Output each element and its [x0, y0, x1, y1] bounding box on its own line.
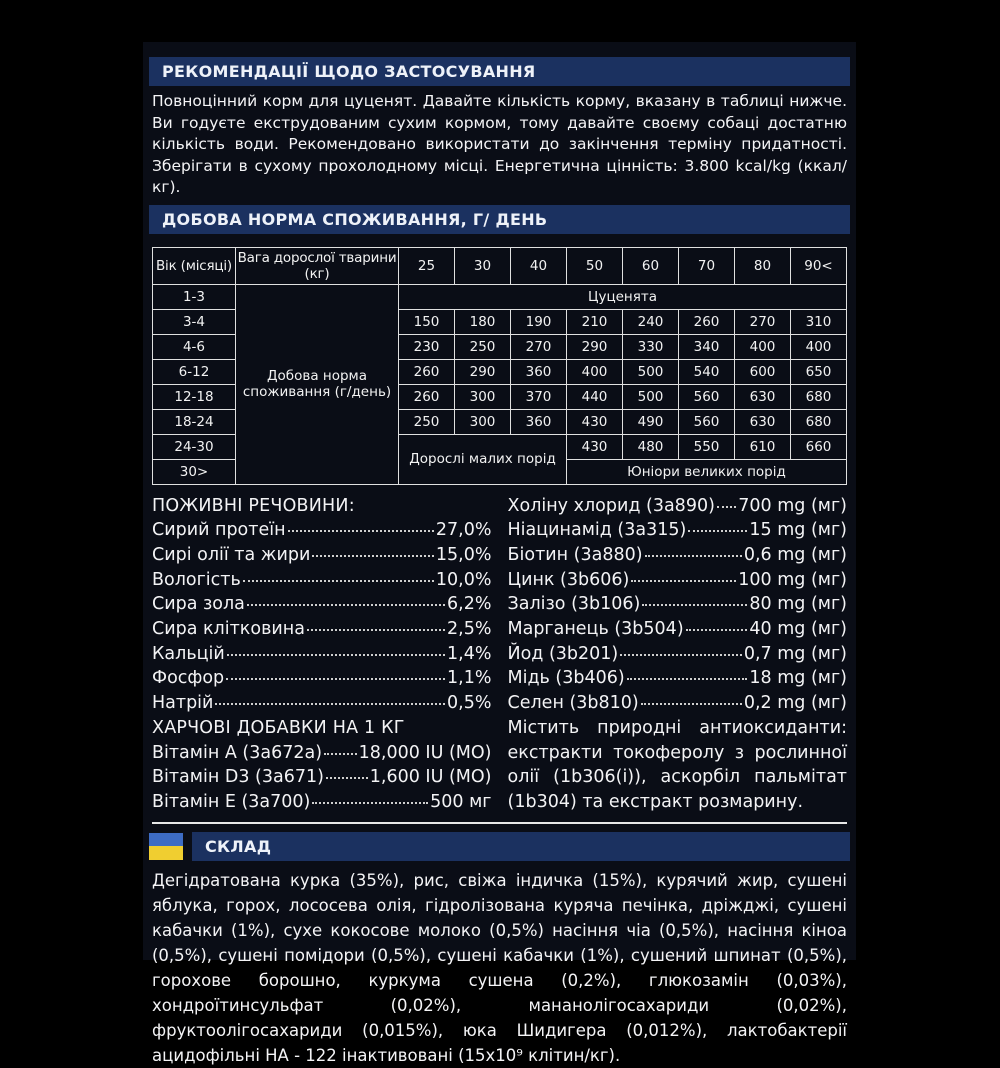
composition-header-row	[149, 832, 850, 861]
nutrient-value: 10,0%	[435, 569, 492, 590]
nutrient-name: Цинк (3b606)	[507, 569, 630, 590]
nutrient-name: Вітамін E (3a700)	[152, 791, 311, 812]
center-label-cell: Добова норма споживання (г/день)	[236, 284, 399, 484]
nutrient-name: Біотин (3a880)	[507, 544, 643, 565]
puppies-cell: Цуценята	[399, 284, 847, 309]
recommendations-header: РЕКОМЕНДАЦІЇ ЩОДО ЗАСТОСУВАННЯ	[149, 57, 850, 86]
amount-cell: 480	[623, 434, 679, 459]
amount-cell: 680	[791, 409, 847, 434]
amount-cell: 540	[679, 359, 735, 384]
nutrients-column	[152, 494, 492, 815]
leader-dots	[631, 580, 736, 582]
amount-cell: 340	[679, 334, 735, 359]
minerals-list	[508, 494, 848, 716]
ingredients-text: Дегідратована курка (35%), рис, свіжа індичка (15%), курячий жир, сушені яблука, горох, лососева олія, гідролізована куряча печінка, дріжджі, сушені кабачки (1%), сухе кокосове молоко (0,5%) насіння чіа (0,5%), насіння кіноа (0,5%), сушені помідори (0,5%), сушені кабачки (1%), сушений шпинат (0,5%), горохове борошно, куркума сушена (0,2%), глюкозамін (0,03%), хондроїтинсульфат (0,02%), мананолігосахариди (0,02%), фруктоолігосахариди (0,015%), юка Шидигера (0,012%), лактобактерії ацидофільні НА - 122 інактивовані (15x10⁹ клітин/кг).	[152, 870, 847, 1065]
amount-cell: 260	[399, 359, 455, 384]
leader-dots	[688, 530, 747, 532]
amount-cell: 550	[679, 434, 735, 459]
nutrient-line	[508, 494, 848, 519]
nutrient-value: 500 мг	[430, 791, 492, 812]
leader-dots	[243, 580, 434, 582]
amount-cell: 150	[399, 309, 455, 334]
amount-cell: 230	[399, 334, 455, 359]
nutrient-line	[152, 765, 492, 790]
nutrient-value: 40 mg (мг)	[749, 619, 847, 640]
additives-list	[152, 741, 492, 815]
nutrient-line	[508, 617, 848, 642]
nutrient-name: Фосфор	[152, 668, 225, 689]
amount-cell: 650	[791, 359, 847, 384]
amount-cell: 240	[623, 309, 679, 334]
nutrient-value: 80 mg (мг)	[749, 594, 847, 615]
leader-dots	[312, 802, 428, 804]
label-panel	[143, 42, 856, 1065]
nutrient-value: 0,7 mg (мг)	[743, 643, 847, 664]
nutrient-line	[508, 666, 848, 691]
table-header-row	[153, 247, 847, 284]
amount-cell: 290	[567, 334, 623, 359]
nutrient-name: Сира зола	[152, 594, 245, 615]
leader-dots	[312, 555, 434, 557]
feeding-header: ДОБОВА НОРМА СПОЖИВАННЯ, Г/ ДЕНЬ	[149, 205, 850, 234]
minerals-column	[508, 494, 848, 815]
nutrient-value: 15 mg (мг)	[749, 520, 847, 541]
amount-cell: 370	[511, 384, 567, 409]
nutrient-name: Вітамін A (3a672a)	[152, 742, 323, 763]
leader-dots	[717, 506, 736, 508]
nutrient-line	[152, 642, 492, 667]
leader-dots	[686, 629, 748, 631]
nutrient-line	[508, 691, 848, 716]
amount-cell: 630	[735, 409, 791, 434]
nutrient-name: Мідь (3b406)	[507, 668, 625, 689]
nutrient-line	[152, 543, 492, 568]
amount-cell: 430	[567, 409, 623, 434]
weight-col-header: 60	[623, 247, 679, 284]
amount-cell: 360	[511, 359, 567, 384]
nutrient-line	[508, 642, 848, 667]
leader-dots	[307, 629, 445, 631]
amount-cell: 180	[455, 309, 511, 334]
leader-dots	[247, 604, 445, 606]
weight-col-header: 30	[455, 247, 511, 284]
nutrient-value: 1,600 IU (МО)	[369, 767, 492, 788]
additives-title: ХАРЧОВІ ДОБАВКИ НА 1 КГ	[152, 717, 405, 738]
amount-cell: 430	[567, 434, 623, 459]
amount-cell: 400	[735, 334, 791, 359]
nutrient-line	[508, 568, 848, 593]
nutrient-line	[508, 592, 848, 617]
nutrient-value: 700 mg (мг)	[738, 495, 847, 516]
nutrient-value: 0,5%	[447, 693, 492, 714]
amount-cell: 490	[623, 409, 679, 434]
amount-cell: 400	[791, 334, 847, 359]
age-cell: 12-18	[153, 384, 236, 409]
leader-dots	[326, 777, 368, 779]
nutrient-name: Холіну хлорид (3a890)	[507, 495, 715, 516]
amount-cell: 300	[455, 409, 511, 434]
weight-column-header: Вага дорослої тварини (кг)	[236, 247, 399, 284]
age-cell: 6-12	[153, 359, 236, 384]
nutrient-value: 27,0%	[435, 520, 492, 541]
amount-cell: 440	[567, 384, 623, 409]
amount-cell: 500	[623, 384, 679, 409]
amount-cell: 610	[735, 434, 791, 459]
amount-cell: 360	[511, 409, 567, 434]
nutrient-value: 0,2 mg (мг)	[743, 693, 847, 714]
ukraine-flag-icon	[149, 833, 183, 860]
age-cell: 4-6	[153, 334, 236, 359]
amount-cell: 400	[567, 359, 623, 384]
age-cell: 1-3	[153, 284, 236, 309]
amount-cell: 260	[679, 309, 735, 334]
weight-col-header: 90<	[791, 247, 847, 284]
age-cell: 18-24	[153, 409, 236, 434]
age-cell: 24-30	[153, 434, 236, 459]
nutrient-name: Сира клітковина	[152, 619, 305, 640]
weight-col-header: 80	[735, 247, 791, 284]
age-cell: 30>	[153, 459, 236, 484]
nutrient-value: 2,5%	[447, 619, 492, 640]
nutrients-list	[152, 518, 492, 716]
nutrient-value: 15,0%	[435, 544, 492, 565]
weight-col-header: 25	[399, 247, 455, 284]
amount-cell: 660	[791, 434, 847, 459]
nutrient-value: 18 mg (мг)	[749, 668, 847, 689]
nutrient-line	[152, 592, 492, 617]
amount-cell: 560	[679, 409, 735, 434]
leader-dots	[324, 753, 357, 755]
leader-dots	[215, 703, 445, 705]
nutrient-name: Вологість	[152, 569, 241, 590]
nutrient-value: 1,1%	[447, 668, 492, 689]
nutrient-value: 18,000 IU (МО)	[358, 742, 492, 763]
leader-dots	[288, 530, 434, 532]
small-adults-cell: Дорослі малих порід	[399, 434, 567, 484]
leader-dots	[627, 678, 748, 680]
amount-cell: 270	[735, 309, 791, 334]
amount-cell: 250	[455, 334, 511, 359]
table-row	[153, 284, 847, 309]
leader-dots	[226, 678, 445, 680]
amount-cell: 210	[567, 309, 623, 334]
flag-yellow-stripe	[149, 846, 183, 860]
nutrient-name: Марганець (3b504)	[507, 619, 684, 640]
nutrient-name: Залізо (3b106)	[507, 594, 641, 615]
leader-dots	[620, 654, 742, 656]
amount-cell: 680	[791, 384, 847, 409]
amount-cell: 300	[455, 384, 511, 409]
nutrient-value: 6,2%	[447, 594, 492, 615]
nutrient-name: Кальцій	[152, 643, 225, 664]
amount-cell: 270	[511, 334, 567, 359]
amount-cell: 330	[623, 334, 679, 359]
nutrients-title: ПОЖИВНІ РЕЧОВИНИ:	[152, 495, 355, 516]
nutrient-line	[152, 617, 492, 642]
leader-dots	[642, 604, 747, 606]
nutrition-section	[152, 494, 847, 815]
amount-cell: 290	[455, 359, 511, 384]
nutrient-name: Йод (3b201)	[507, 643, 619, 664]
nutrient-line	[152, 568, 492, 593]
nutrient-name: Вітамін D3 (3a671)	[152, 767, 324, 788]
amount-cell: 190	[511, 309, 567, 334]
nutrient-name: Селен (3b810)	[507, 693, 639, 714]
amount-cell: 260	[399, 384, 455, 409]
nutrient-name: Ніацинамід (3a315)	[507, 520, 687, 541]
nutrient-line	[508, 543, 848, 568]
flag-blue-stripe	[149, 833, 183, 847]
amount-cell: 500	[623, 359, 679, 384]
nutrient-line	[152, 666, 492, 691]
nutrient-line	[152, 691, 492, 716]
nutrient-line	[152, 741, 492, 766]
juniors-cell: Юніори великих порід	[567, 459, 847, 484]
leader-dots	[645, 555, 742, 557]
amount-cell: 600	[735, 359, 791, 384]
age-cell: 3-4	[153, 309, 236, 334]
nutrient-line	[152, 518, 492, 543]
nutrient-line	[152, 790, 492, 815]
nutrient-value: 100 mg (мг)	[738, 569, 847, 590]
leader-dots	[641, 703, 742, 705]
recommendations-text: Повноцінний корм для цуценят. Давайте кількість корму, вказану в таблиці нижче. Ви годуєте екструдованим сухим кормом, тому давайте своєму собаці достатню кількість води. Рекомендовано використати до закінчення терміну придатності. Зберігати в сухому прохолодному місці. Енергетична цінність: 3.800 kcal/kg (ккал/кг).	[152, 92, 847, 196]
nutrient-name: Натрій	[152, 693, 214, 714]
weight-col-header: 70	[679, 247, 735, 284]
feeding-table	[152, 247, 847, 485]
amount-cell: 250	[399, 409, 455, 434]
nutrient-value: 0,6 mg (мг)	[743, 544, 847, 565]
amount-cell: 560	[679, 384, 735, 409]
composition-header: СКЛАД	[192, 832, 850, 861]
nutrient-value: 1,4%	[447, 643, 492, 664]
age-column-header: Вік (місяці)	[153, 247, 236, 284]
weight-col-header: 40	[511, 247, 567, 284]
leader-dots	[227, 654, 445, 656]
section-divider	[152, 822, 847, 824]
antioxidants-note: Містить природні антиоксиданти: екстракти токоферолу з рослинної олії (1b306(i)), аскорбіл пальмітат (1b304) та екстракт розмарину.	[507, 717, 847, 812]
amount-cell: 310	[791, 309, 847, 334]
amount-cell: 630	[735, 384, 791, 409]
nutrient-line	[508, 518, 848, 543]
nutrient-name: Сирий протеїн	[152, 520, 286, 541]
weight-col-header: 50	[567, 247, 623, 284]
nutrient-name: Сирі олії та жири	[152, 544, 311, 565]
